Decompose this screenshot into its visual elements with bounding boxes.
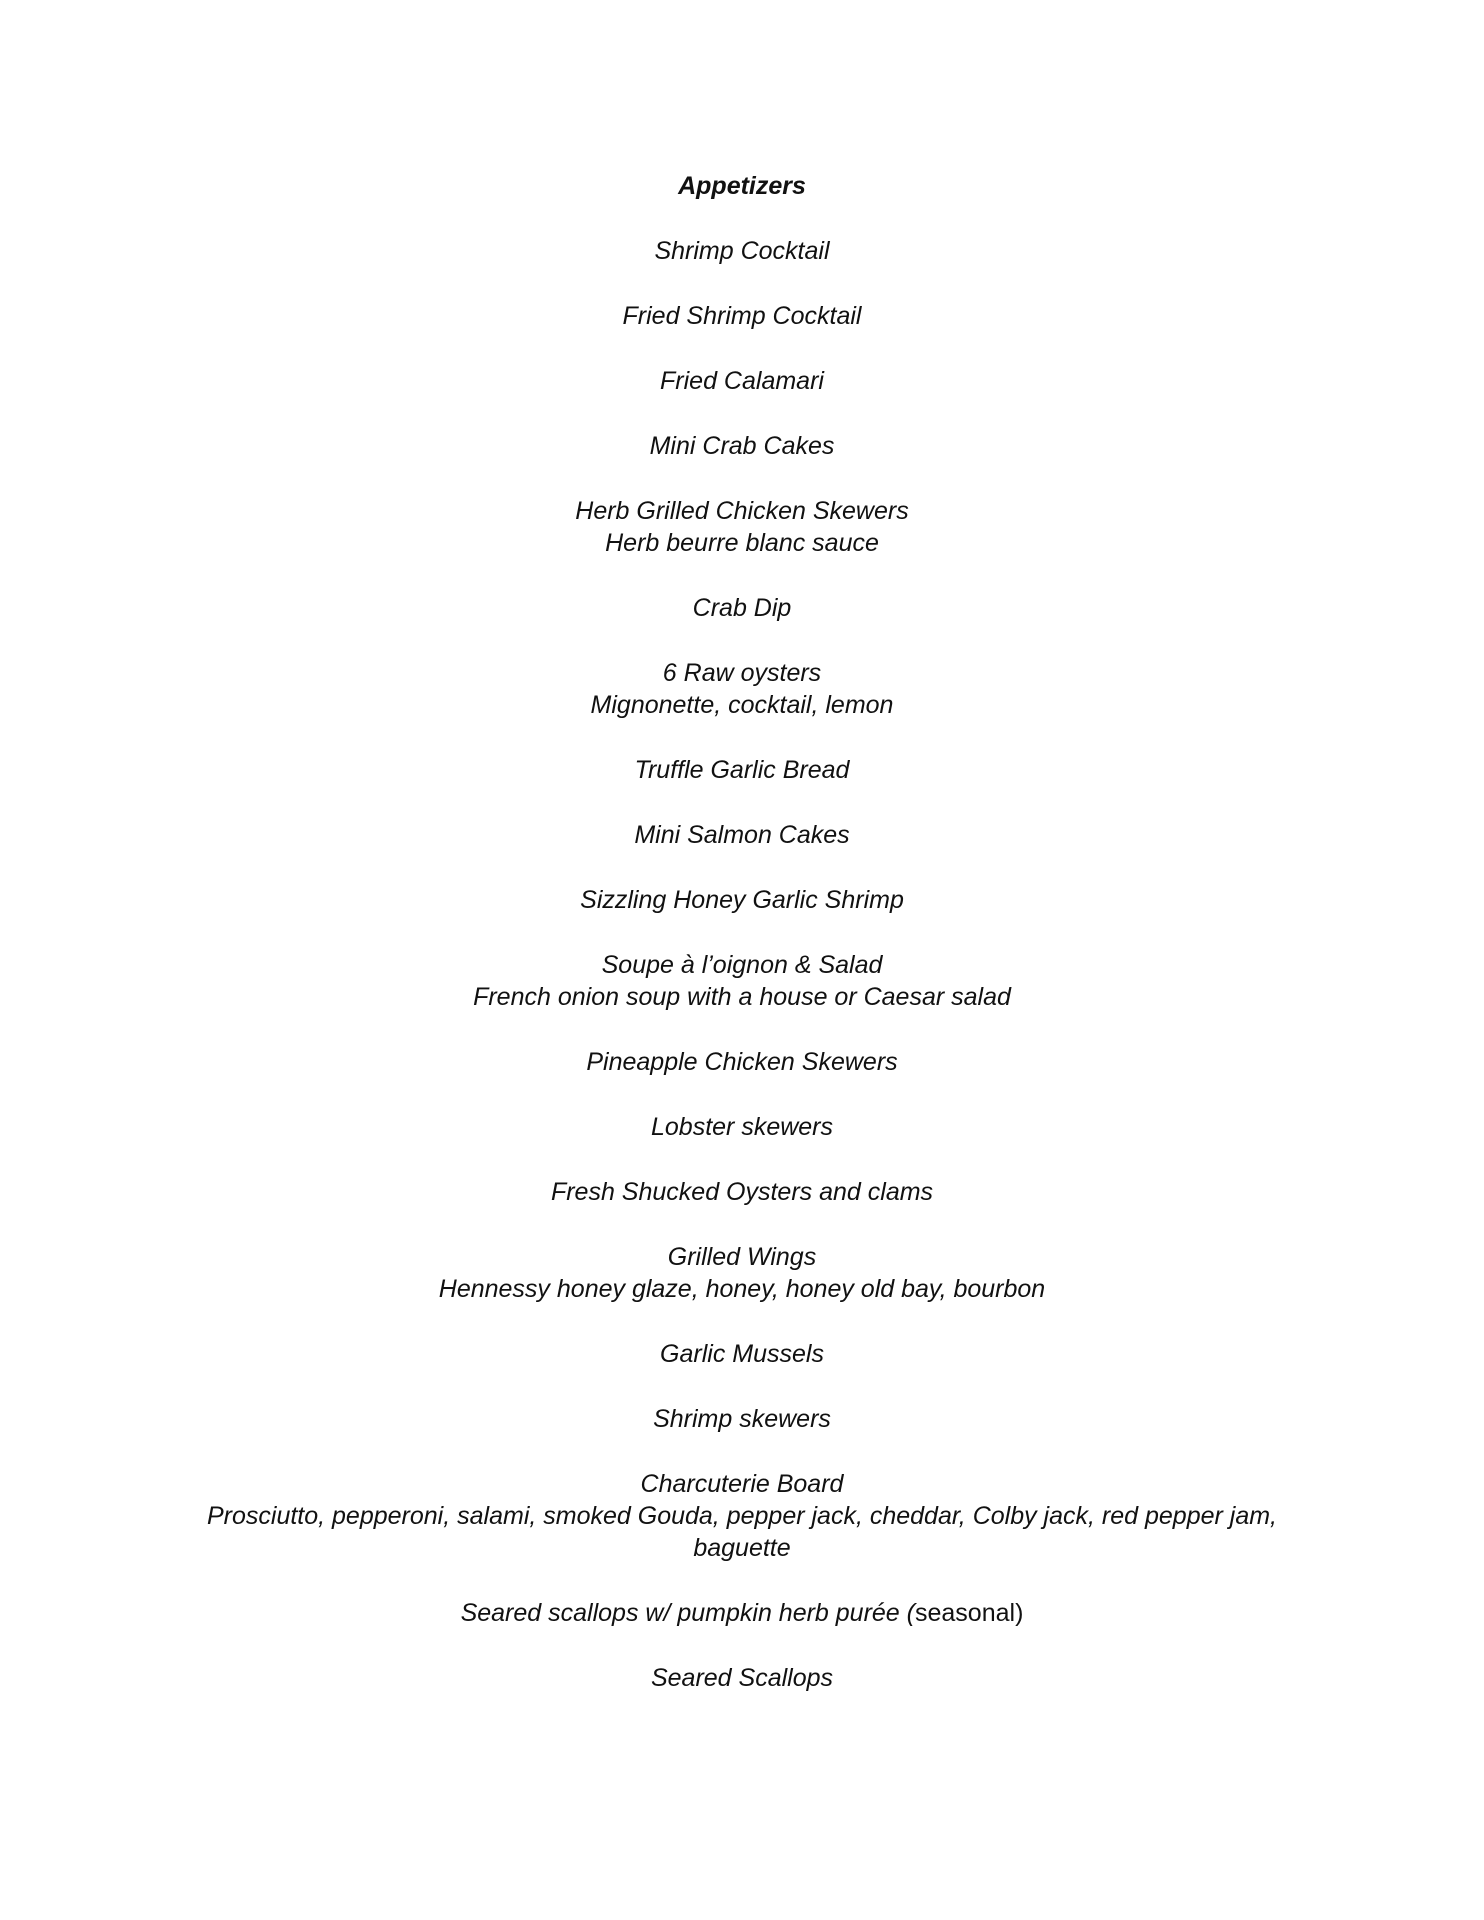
menu-item-lobster-skewers	[200, 1111, 1284, 1143]
menu-item-description: Hennessy honey glaze, honey, honey old bay, bourbon	[438, 1275, 1046, 1303]
menu-item-soupe-a-loignon-salad	[200, 949, 1284, 1013]
menu-item-name: Shrimp Cocktail	[654, 237, 830, 265]
menu-item-raw-oysters	[200, 657, 1284, 721]
menu-item-name: Seared Scallops	[650, 1664, 834, 1692]
menu-item-description: Herb beurre blanc sauce	[605, 529, 879, 557]
menu-item-name-line	[200, 1597, 1284, 1629]
menu-item-name: Mini Crab Cakes	[649, 432, 835, 460]
menu-item-herb-grilled-chicken-skewers	[200, 495, 1284, 559]
menu-item-fresh-shucked-oysters-clams	[200, 1176, 1284, 1208]
menu-item-mini-salmon-cakes	[200, 819, 1284, 851]
menu-item-name: Fresh Shucked Oysters and clams	[550, 1178, 934, 1206]
menu-item-name: 6 Raw oysters	[662, 659, 822, 687]
menu-item-seasonal-note: seasonal)	[915, 1599, 1024, 1627]
menu-item-name: Crab Dip	[692, 594, 792, 622]
menu-item-description: Mignonette, cocktail, lemon	[590, 691, 894, 719]
menu-item-charcuterie-board	[200, 1468, 1284, 1564]
menu-item-garlic-mussels	[200, 1338, 1284, 1370]
menu-item-mini-crab-cakes	[200, 430, 1284, 462]
menu-item-name: Herb Grilled Chicken Skewers	[575, 497, 909, 525]
appetizers-menu	[200, 170, 1284, 1694]
menu-item-name: Garlic Mussels	[660, 1340, 824, 1368]
menu-item-fried-shrimp-cocktail	[200, 300, 1284, 332]
menu-item-name: Charcuterie Board	[640, 1470, 844, 1498]
menu-item-name: Fried Shrimp Cocktail	[622, 302, 862, 330]
menu-item-truffle-garlic-bread	[200, 754, 1284, 786]
menu-item-name: Grilled Wings	[667, 1243, 817, 1271]
menu-item-name: Truffle Garlic Bread	[634, 756, 850, 784]
menu-item-name: Mini Salmon Cakes	[634, 821, 850, 849]
menu-item-description: Prosciutto, pepperoni, salami, smoked Gouda, pepper jack, cheddar, Colby jack, red pepper jam,	[206, 1502, 1278, 1530]
menu-item-grilled-wings	[200, 1241, 1284, 1305]
menu-item-shrimp-skewers	[200, 1403, 1284, 1435]
menu-item-crab-dip	[200, 592, 1284, 624]
menu-item-fried-calamari	[200, 365, 1284, 397]
menu-item-sizzling-honey-garlic-shrimp	[200, 884, 1284, 916]
menu-item-description: French onion soup with a house or Caesar salad	[473, 983, 1011, 1011]
menu-item-name: Soupe à l’oignon & Salad	[601, 951, 883, 979]
menu-item-name: Fried Calamari	[660, 367, 824, 395]
menu-item-shrimp-cocktail	[200, 235, 1284, 267]
menu-item-name: Sizzling Honey Garlic Shrimp	[580, 886, 904, 914]
menu-item-seared-scallops	[200, 1662, 1284, 1694]
menu-item-pineapple-chicken-skewers	[200, 1046, 1284, 1078]
menu-item-seared-scallops-pumpkin	[200, 1597, 1284, 1629]
menu-item-description-continued: baguette	[693, 1534, 791, 1562]
menu-item-name: Pineapple Chicken Skewers	[586, 1048, 898, 1076]
menu-title: Appetizers	[678, 172, 806, 200]
menu-item-name: Seared scallops w/ pumpkin herb purée (	[460, 1599, 915, 1627]
menu-item-name: Lobster skewers	[650, 1113, 834, 1141]
menu-item-name: Shrimp skewers	[653, 1405, 831, 1433]
